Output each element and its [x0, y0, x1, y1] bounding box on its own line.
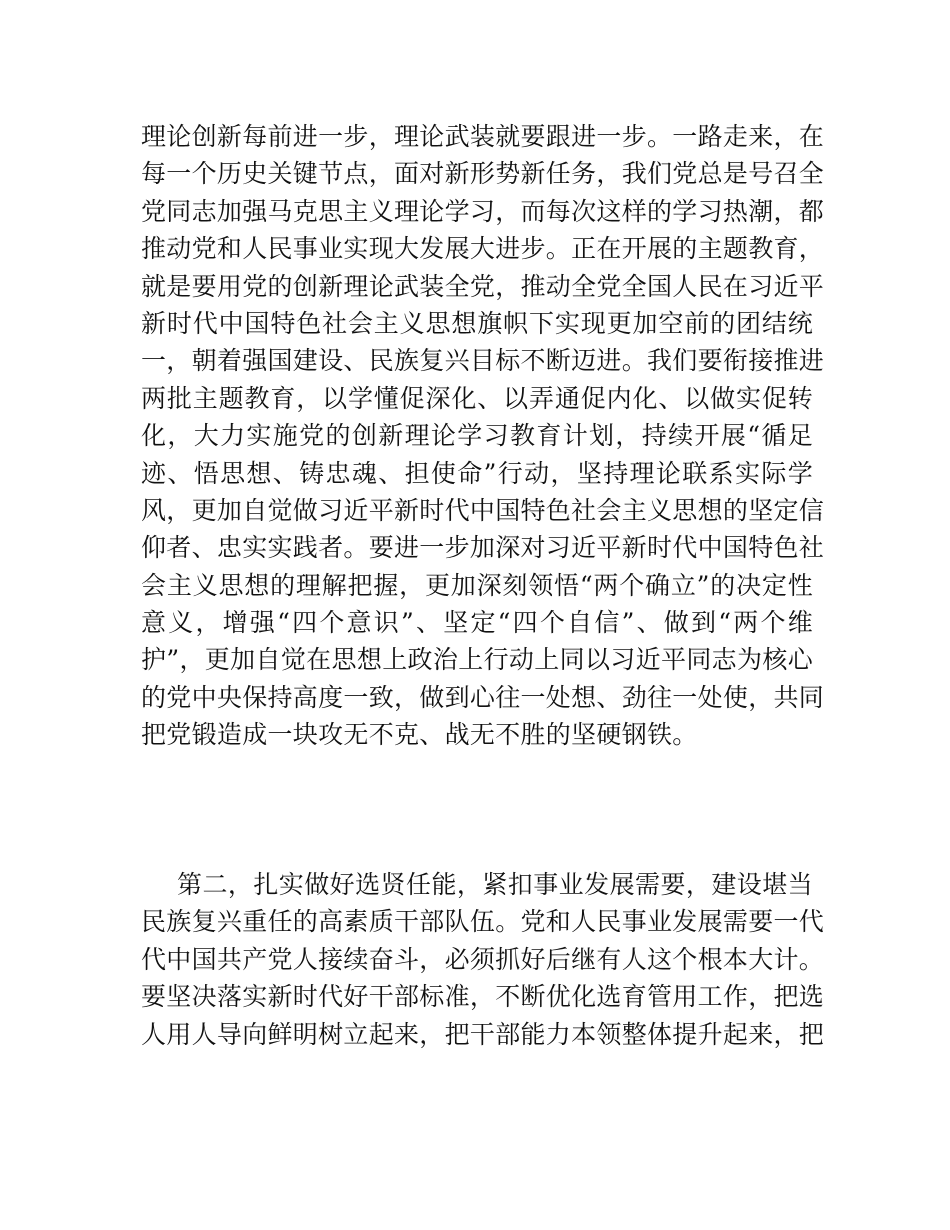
- text-line: 民族复兴重任的高素质干部队伍。党和人民事业发展需要一代: [141, 907, 825, 937]
- text-line: 代中国共产党人接续奋斗，必须抓好后继有人这个根本大计。: [141, 944, 825, 974]
- text-line: 人用人导向鲜明树立起来，把干部能力本领整体提升起来，把: [141, 1019, 825, 1049]
- text-line: 护”，更加自觉在思想上政治上行动上同以习近平同志为核心: [141, 645, 813, 675]
- text-line: 迹、悟思想、铸忠魂、担使命”行动，坚持理论联系实际学: [141, 458, 813, 488]
- text-line: 风，更加自觉做习近平新时代中国特色社会主义思想的坚定信: [141, 495, 825, 525]
- text-line: 一，朝着强国建设、民族复兴目标不断迈进。我们要衔接推进: [141, 346, 825, 376]
- paragraph-1: [141, 118, 825, 754]
- text-line: 每一个历史关键节点，面对新形势新任务，我们党总是号召全: [141, 159, 825, 189]
- text-line: 推动党和人民事业实现大发展大进步。正在开展的主题教育，: [141, 234, 825, 264]
- text-line: 第二，扎实做好选贤任能，紧扣事业发展需要，建设堪当: [177, 870, 813, 899]
- paragraph-2: [141, 866, 825, 1053]
- text-line: 理论创新每前进一步，理论武装就要跟进一步。一路走来，在: [141, 122, 825, 151]
- text-line: 化，大力实施党的创新理论学习教育计划，持续开展“循足: [141, 421, 813, 451]
- text-line: 就是要用党的创新理论武装全党，推动全党全国人民在习近平: [141, 271, 825, 301]
- text-line: 两批主题教育，以学懂促深化、以弄通促内化、以做实促转: [141, 383, 813, 413]
- text-line: 会主义思想的理解把握，更加深刻领悟“两个确立”的决定性: [141, 570, 813, 600]
- text-line: 把党锻造成一块攻无不克、战无不胜的坚硬钢铁。: [141, 720, 698, 750]
- text-line: 党同志加强马克思主义理论学习，而每次这样的学习热潮，都: [141, 196, 825, 226]
- text-line: 仰者、忠实实践者。要进一步加深对习近平新时代中国特色社: [141, 533, 825, 563]
- text-line: 意义，增强“四个意识”、坚定“四个自信”、做到“两个维: [141, 608, 813, 638]
- text-line: 的党中央保持高度一致，做到心往一处想、劲往一处使，共同: [141, 682, 825, 712]
- text-line: 新时代中国特色社会主义思想旗帜下实现更加空前的团结统: [141, 308, 813, 338]
- text-line: 要坚决落实新时代好干部标准，不断优化选育管用工作，把选: [141, 982, 825, 1012]
